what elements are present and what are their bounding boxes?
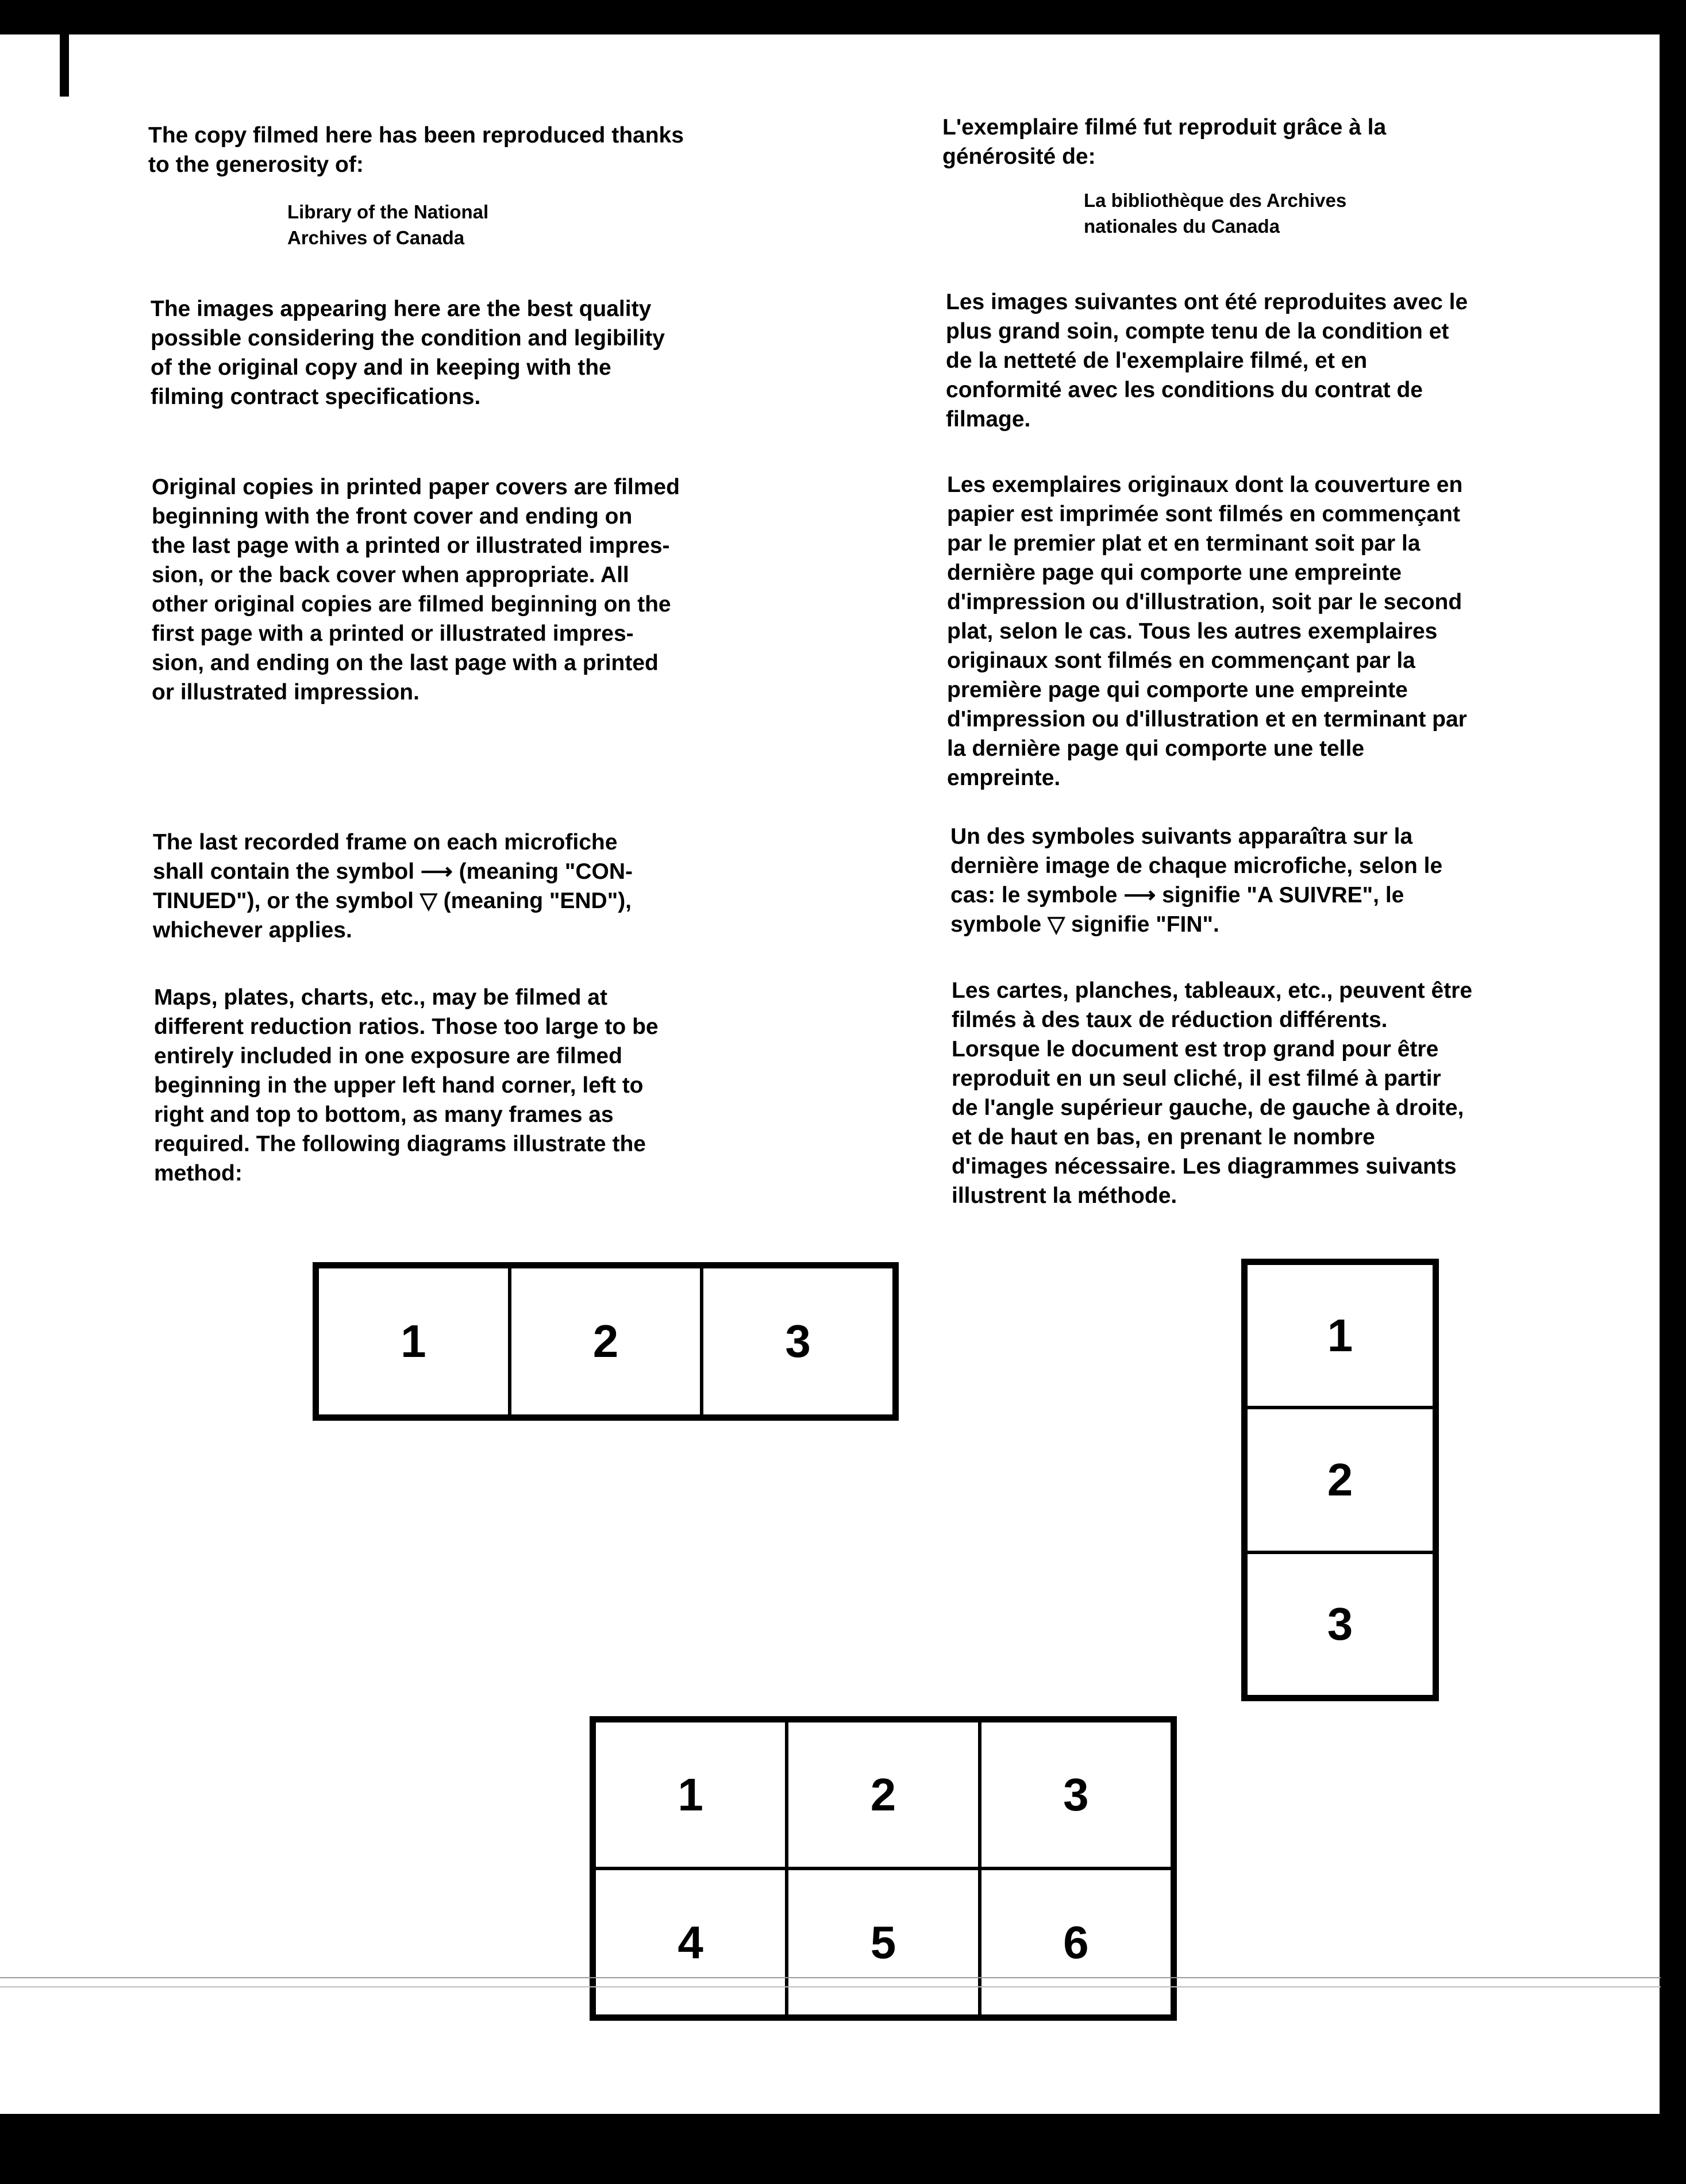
- grid-frames-diagram: [590, 1716, 1177, 2021]
- french-quality-paragraph: Les images suivantes ont été reproduites avec le plus grand soin, compte tenu de la condition et de la netteté de l'exemplaire filmé, et en conformité avec les conditions du contrat de filmage.: [946, 290, 1468, 432]
- frame-cell: 1: [1246, 1263, 1434, 1408]
- french-symbols-paragraph: Un des symboles suivants apparaîtra sur la dernière image de chaque microfiche, selon le cas: le symbole ⟶ signifie "A SUIVRE", le symbole ▽ signifie "FIN".: [950, 824, 1443, 937]
- french-library-name: La bibliothèque des Archives nationales du Canada: [1084, 190, 1347, 237]
- english-intro: The copy filmed here has been reproduced thanks to the generosity of:: [148, 123, 684, 177]
- french-intro: L'exemplaire filmé fut reproduit grâce à la générosité de:: [942, 115, 1387, 169]
- vertical-frames-diagram: [1241, 1259, 1439, 1701]
- frame-cell: 1: [594, 1721, 787, 1868]
- english-maps-paragraph: Maps, plates, charts, etc., may be filmed at different reduction ratios. Those too large to be entirely included in one exposure are filmed beginning in the upper left hand corner, left to right and top to bottom, as many frames as required. The following diagrams illustrate the method:: [154, 985, 659, 1186]
- english-quality-paragraph: The images appearing here are the best quality possible considering the condition and legibility of the original copy and in keeping with the filming contract specifications.: [151, 297, 665, 409]
- scan-line: [0, 1977, 1661, 1978]
- film-border-top: [0, 0, 1686, 34]
- frame-cell: 3: [702, 1267, 894, 1416]
- english-library-name: Library of the National Archives of Canada: [287, 201, 489, 248]
- frame-cell: 2: [1246, 1408, 1434, 1552]
- french-maps-paragraph: Les cartes, planches, tableaux, etc., peuvent être filmés à des taux de réduction différents. Lorsque le document est trop grand pour être reproduit en un seul cliché, il est filmé à partir de l'angle supérieur gauche, de gauche à droite, et de haut en bas, en prenant le nombre d'images nécessaire. Les diagrammes suivants illustrent la méthode.: [952, 978, 1473, 1208]
- frame-cell: 5: [787, 1868, 979, 2016]
- film-border-bottom: [0, 2114, 1686, 2184]
- french-covers-paragraph: Les exemplaires originaux dont la couverture en papier est imprimée sont filmés en commençant par le premier plat et en terminant soit par la dernière page qui comporte une empreinte d'impression ou d'illustration, soit par le second plat, selon le cas. Tous les autres exemplaires originaux sont filmés en commençant par la première page qui comporte une empreinte d'impression ou d'illustration et en terminant par la dernière page qui comporte une telle empreinte.: [947, 472, 1467, 790]
- frame-cell: 2: [510, 1267, 702, 1416]
- english-symbols-paragraph: The last recorded frame on each microfiche shall contain the symbol ⟶ (meaning "CON- TINUED"), or the symbol ▽ (meaning "END"), whichever applies.: [153, 830, 633, 943]
- frame-cell: 2: [787, 1721, 979, 1868]
- frame-cell: 1: [317, 1267, 510, 1416]
- english-covers-paragraph: Original copies in printed paper covers are filmed beginning with the front cover and ending on the last page with a printed or illustrated impres- sion, or the back cover when appropriate. All other original copies are filmed beginning on the first page with a printed or illustrated impres- sion, and ending on the last page with a printed or illustrated impression.: [152, 475, 680, 705]
- frame-cell: 4: [594, 1868, 787, 2016]
- horizontal-frames-diagram: [313, 1262, 899, 1421]
- frame-cell: 3: [980, 1721, 1172, 1868]
- frame-cell: 3: [1246, 1552, 1434, 1697]
- film-border-right: [1660, 0, 1686, 2184]
- film-edge-mark: [60, 28, 69, 97]
- frame-cell: 6: [980, 1868, 1172, 2016]
- scan-line: [0, 1986, 1661, 1987]
